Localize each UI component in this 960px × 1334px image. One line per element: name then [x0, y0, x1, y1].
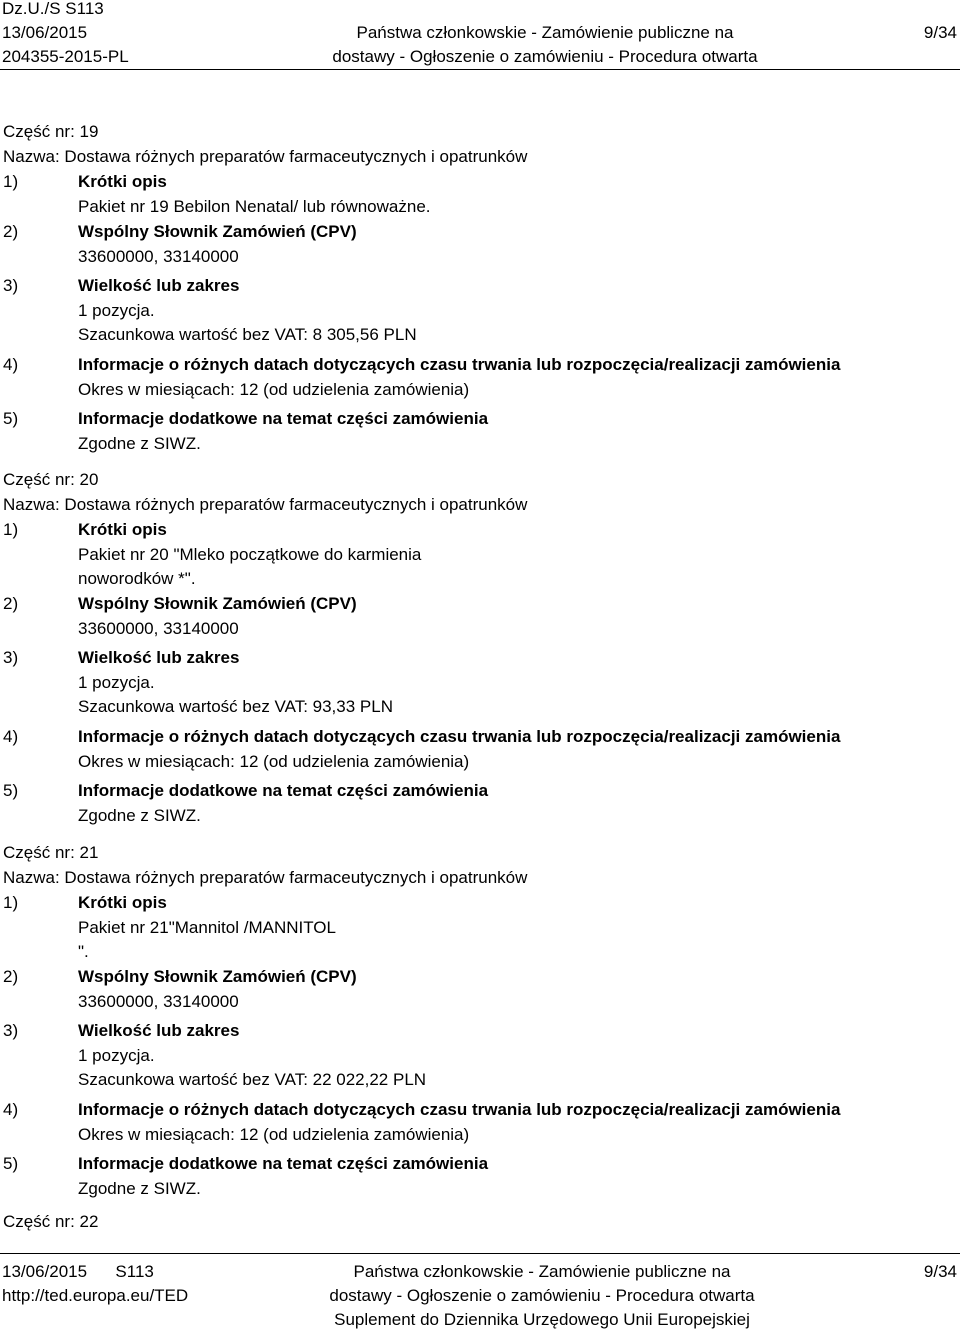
item-number: 3)	[3, 648, 19, 667]
part-name-value: Dostawa różnych preparatów farmaceutycznych i opatrunków	[64, 868, 528, 887]
item-number: 5)	[3, 1154, 19, 1173]
quantity: 1 pozycja.	[78, 673, 155, 692]
page-footer	[0, 1262, 960, 1334]
item-title: Krótki opis	[78, 893, 167, 912]
name-label: Nazwa:	[3, 868, 65, 887]
item-number: 2)	[3, 594, 19, 613]
item-number: 1)	[3, 172, 19, 191]
additional-info: Zgodne z SIWZ.	[78, 434, 201, 453]
item-number: 1)	[3, 893, 19, 912]
short-description: Pakiet nr 20 "Mleko początkowe do karmienia	[78, 545, 422, 564]
item-number: 2)	[3, 222, 19, 241]
name-label: Nazwa:	[3, 495, 65, 514]
notice-number: 204355-2015-PL	[2, 47, 129, 66]
item-number: 4)	[3, 1100, 19, 1119]
header-divider	[0, 69, 960, 70]
part-name-value: Dostawa różnych preparatów farmaceutycznych i opatrunków	[64, 147, 528, 166]
duration: Okres w miesiącach: 12 (od udzielenia zamówienia)	[78, 1125, 470, 1144]
part-name	[3, 495, 527, 515]
journal-ref: Dz.U./S S113	[2, 0, 104, 18]
duration: Okres w miesiącach: 12 (od udzielenia zamówienia)	[78, 752, 470, 771]
footer-title	[0, 1262, 960, 1334]
item-title: Krótki opis	[78, 172, 167, 191]
item-number: 4)	[3, 355, 19, 374]
item-number: 3)	[3, 276, 19, 295]
footer-date: 13/06/2015 S113	[2, 1262, 154, 1281]
name-label: Nazwa:	[3, 147, 65, 166]
duration: Okres w miesiącach: 12 (od udzielenia zamówienia)	[78, 380, 470, 399]
additional-info: Zgodne z SIWZ.	[78, 806, 201, 825]
estimated-value: Szacunkowa wartość bez VAT: 22 022,22 PLN	[78, 1070, 427, 1089]
item-number: 1)	[3, 520, 19, 539]
quantity: 1 pozycja.	[78, 1046, 155, 1065]
item-title: Informacje o różnych datach dotyczących czasu trwania lub rozpoczęcia/realizacji zamówienia	[78, 355, 841, 374]
additional-info: Zgodne z SIWZ.	[78, 1179, 201, 1198]
estimated-value: Szacunkowa wartość bez VAT: 8 305,56 PLN	[78, 325, 417, 344]
cpv-codes: 33600000, 33140000	[78, 247, 239, 266]
quantity: 1 pozycja.	[78, 301, 155, 320]
item-title: Wspólny Słownik Zamówień (CPV)	[78, 967, 357, 986]
footer-title-line: Państwa członkowskie - Zamówienie publiczne na	[353, 1262, 731, 1281]
part-heading: Część nr: 19	[3, 122, 99, 141]
item-title: Krótki opis	[78, 520, 167, 539]
footer-title-line: dostawy - Ogłoszenie o zamówieniu - Procedura otwarta	[329, 1286, 755, 1305]
part-name	[3, 147, 527, 167]
footer-divider	[0, 1253, 960, 1254]
short-description: noworodków *".	[78, 569, 196, 588]
estimated-value: Szacunkowa wartość bez VAT: 93,33 PLN	[78, 697, 393, 716]
item-number: 2)	[3, 967, 19, 986]
part-name-value: Dostawa różnych preparatów farmaceutycznych i opatrunków	[64, 495, 528, 514]
item-title: Informacje dodatkowe na temat części zamówienia	[78, 781, 489, 800]
page-header	[0, 0, 960, 70]
item-title: Wielkość lub zakres	[78, 648, 240, 667]
part-heading: Część nr: 20	[3, 470, 99, 489]
item-title: Informacje o różnych datach dotyczących czasu trwania lub rozpoczęcia/realizacji zamówienia	[78, 1100, 841, 1119]
header-date: 13/06/2015	[2, 23, 88, 42]
part-heading: Część nr: 21	[3, 843, 99, 862]
header-title-line: dostawy - Ogłoszenie o zamówieniu - Procedura otwarta	[332, 47, 758, 66]
item-number: 4)	[3, 727, 19, 746]
item-number: 3)	[3, 1021, 19, 1040]
header-page-number: 9/34	[923, 23, 957, 42]
item-title: Informacje dodatkowe na temat części zamówienia	[78, 409, 489, 428]
item-number: 5)	[3, 409, 19, 428]
part-name	[3, 868, 527, 888]
item-title: Wielkość lub zakres	[78, 276, 240, 295]
footer-url: http://ted.europa.eu/TED	[2, 1286, 189, 1305]
item-title: Informacje o różnych datach dotyczących czasu trwania lub rozpoczęcia/realizacji zamówienia	[78, 727, 841, 746]
item-title: Wspólny Słownik Zamówień (CPV)	[78, 594, 357, 613]
item-title: Informacje dodatkowe na temat części zamówienia	[78, 1154, 489, 1173]
item-number: 5)	[3, 781, 19, 800]
footer-supplement: Suplement do Dziennika Urzędowego Unii Europejskiej	[334, 1310, 750, 1329]
item-title: Wielkość lub zakres	[78, 1021, 240, 1040]
short-description: Pakiet nr 19 Bebilon Nenatal/ lub równoważne.	[78, 197, 431, 216]
header-title	[0, 23, 960, 71]
part-heading: Część nr: 22	[3, 1212, 99, 1231]
cpv-codes: 33600000, 33140000	[78, 992, 239, 1011]
short-description: Pakiet nr 21"Mannitol /MANNITOL	[78, 918, 336, 937]
item-title: Wspólny Słownik Zamówień (CPV)	[78, 222, 357, 241]
header-title-line: Państwa członkowskie - Zamówienie publiczne na	[356, 23, 734, 42]
cpv-codes: 33600000, 33140000	[78, 619, 239, 638]
footer-page-number: 9/34	[923, 1262, 957, 1281]
short-description: ".	[78, 942, 89, 961]
